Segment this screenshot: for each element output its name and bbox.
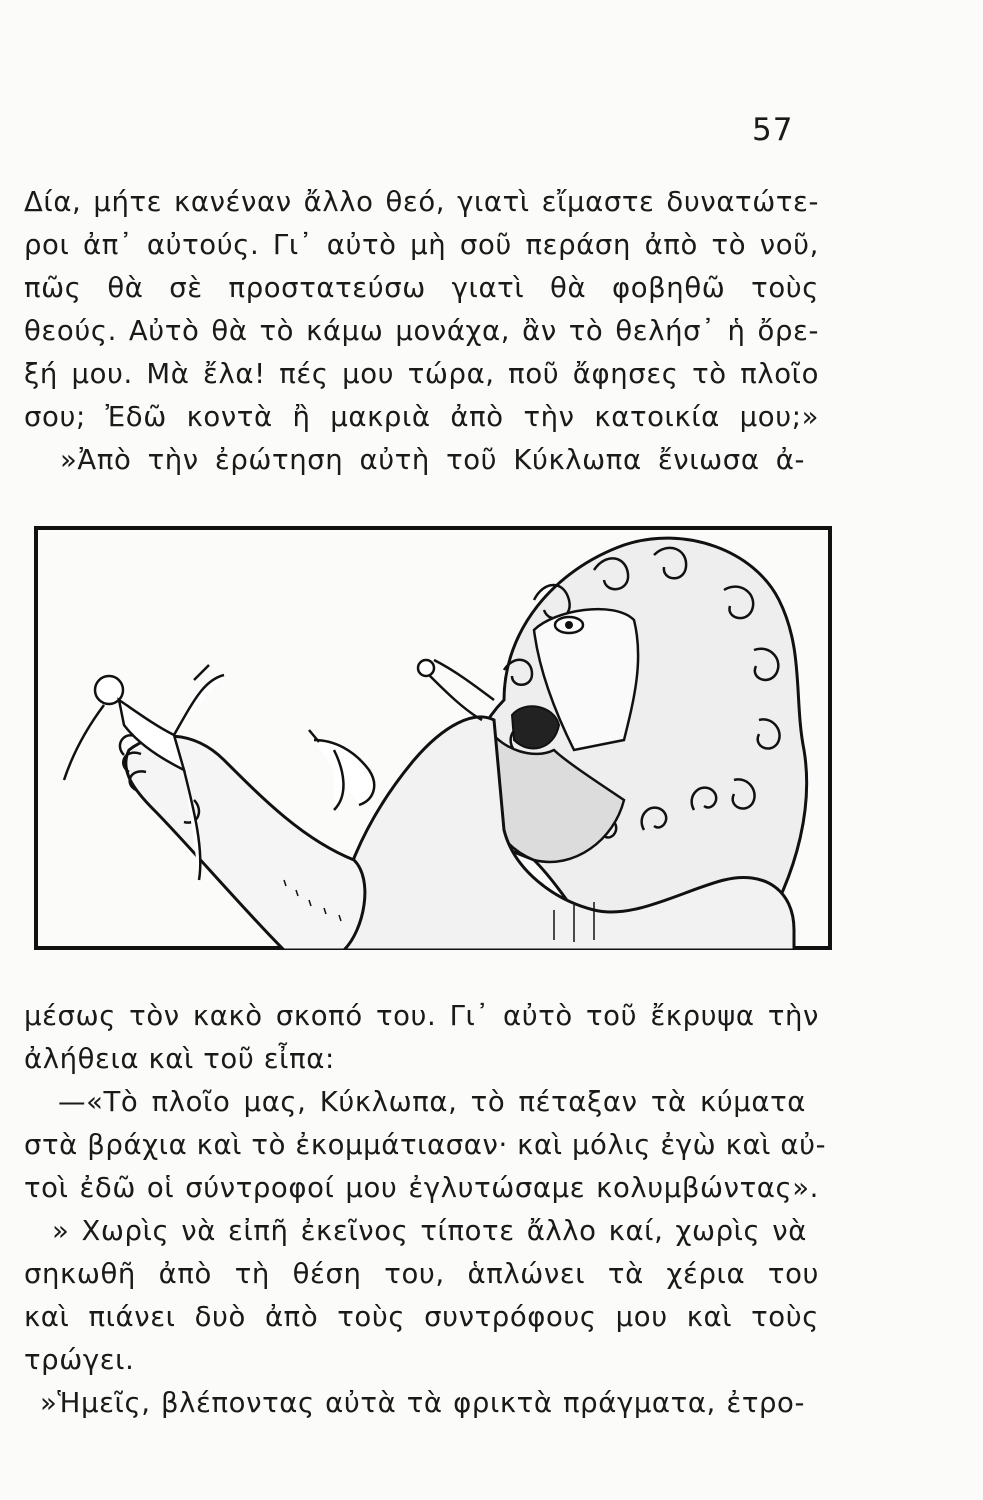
text-line: τρώγει. (24, 1344, 135, 1376)
cyclops-pupil (565, 621, 573, 629)
text-line: ροι ἀπ᾽ αὐτούς. Γι᾽ αὐτὸ μὴ σοῦ περάση ἀπὸ τὸ νοῦ, (24, 229, 819, 261)
text-line: » Χωρὶς νὰ εἰπῆ ἐκεῖνος τίποτε ἄλλο καί, χωρὶς νὰ (52, 1215, 807, 1247)
captured-man-arm (309, 730, 374, 810)
text-line: μέσως τὸν κακὸ σκοπό του. Γι᾽ αὐτὸ τοῦ ἔκρυψα τὴν (24, 1000, 819, 1032)
text-line: σηκωθῆ ἀπὸ τὴ θέση του, ἁπλώνει τὰ χέρια του (24, 1258, 819, 1290)
text-line: »Ἀπὸ τὴν ἐρώτηση αὐτὴ τοῦ Κύκλωπα ἔνιωσα ἀ- (60, 444, 805, 476)
cyclops-arm (126, 736, 365, 950)
text-line: καὶ πιάνει δυὸ ἀπὸ τοὺς συντρόφους μου καὶ τοὺς (24, 1301, 819, 1333)
text-line: τοὶ ἐδῶ οἱ σύντροφοί μου ἐγλυτώσαμε κολυμβώντας». (24, 1172, 819, 1204)
text-line: »Ἡμεῖς, βλέποντας αὐτὰ τὰ φρικτὰ πράγματα, ἐτρο- (40, 1387, 805, 1419)
text-line: σου; Ἐδῶ κοντὰ ἢ μακριὰ ἀπὸ τὴν κατοικία μου;» (24, 401, 819, 433)
text-line: Δία, μήτε κανέναν ἄλλο θεό, γιατὶ εἴμαστε δυνατώτε- (24, 186, 819, 218)
cyclops-illustration (34, 510, 832, 950)
page-number: 57 (752, 112, 794, 148)
text-line: πῶς θὰ σὲ προστατεύσω γιατὶ θὰ φοβηθῶ τοὺς (24, 272, 819, 304)
captured-man-mouth (418, 660, 494, 720)
text-line: ἀλήθεια καὶ τοῦ εἶπα: (24, 1043, 335, 1075)
text-line: —«Τὸ πλοῖο μας, Κύκλωπα, τὸ πέταξαν τὰ κύματα (58, 1086, 806, 1118)
text-line: θεούς. Αὐτὸ θὰ τὸ κάμω μονάχα, ἂν τὸ θελήσ᾽ ἡ ὄρε- (24, 315, 819, 347)
text-line: στὰ βράχια καὶ τὸ ἐκομμάτιασαν· καὶ μόλις ἐγὼ καὶ αὐ- (24, 1129, 827, 1161)
text-line: ξή μου. Μὰ ἔλα! πές μου τώρα, ποῦ ἄφησες τὸ πλοῖο (24, 358, 819, 390)
cyclops-drawing (34, 510, 832, 950)
